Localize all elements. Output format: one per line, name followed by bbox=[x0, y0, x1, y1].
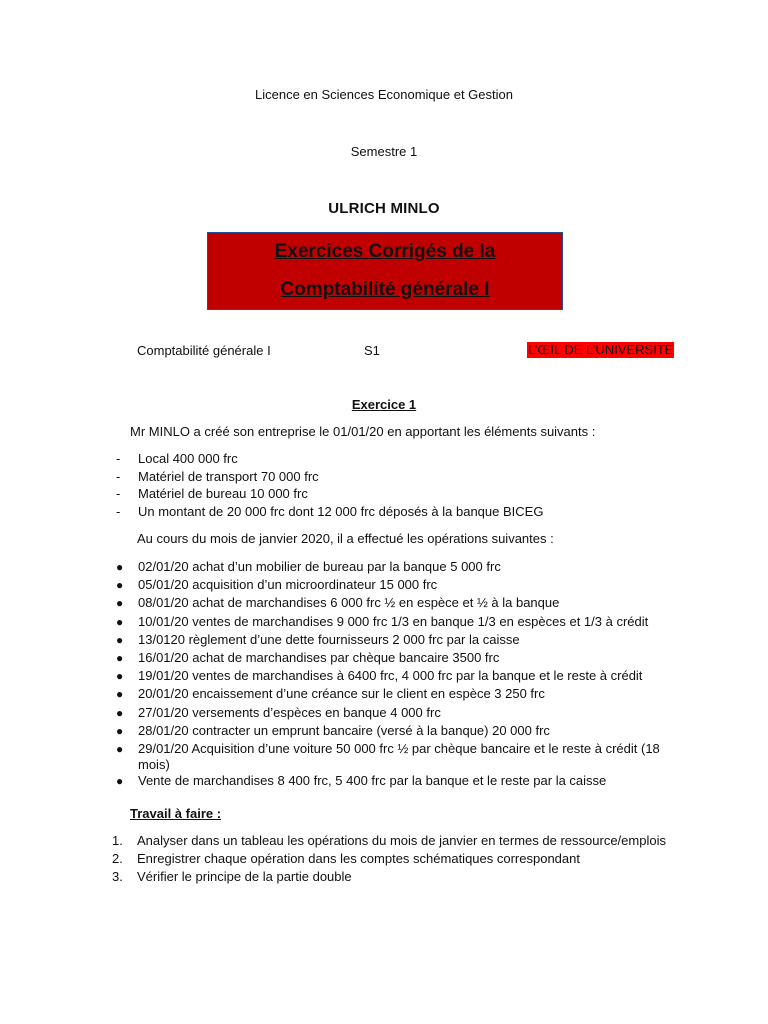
list-item bbox=[116, 595, 676, 613]
list-item-text: 16/01/20 achat de marchandises par chèque bancaire 3500 frc bbox=[138, 649, 500, 665]
list-item-text: Matériel de transport 70 000 frc bbox=[138, 468, 319, 484]
list-item-text: 28/01/20 contracter un emprunt bancaire (versé à la banque) 20 000 frc bbox=[138, 722, 550, 738]
list-item bbox=[112, 851, 666, 869]
bullet-marker: ● bbox=[116, 614, 124, 629]
number-marker: 3. bbox=[112, 868, 123, 884]
exercise-title: Exercice 1 bbox=[351, 397, 417, 412]
list-item-text: 19/01/20 ventes de marchandises à 6400 frc, 4 000 frc par la banque et le reste à crédit bbox=[138, 668, 643, 684]
list-item bbox=[116, 486, 543, 504]
list-item bbox=[112, 833, 666, 851]
list-item-text: 02/01/20 achat d’un mobilier de bureau par la banque 5 000 frc bbox=[138, 559, 501, 574]
number-marker: 1. bbox=[112, 833, 123, 848]
dash-marker: - bbox=[116, 468, 121, 484]
title-banner bbox=[207, 232, 563, 310]
list-item-text: Matériel de bureau 10 000 frc bbox=[138, 486, 308, 501]
dash-marker: - bbox=[116, 503, 121, 519]
course-semester: S1 bbox=[364, 343, 380, 358]
exercise-intro: Mr MINLO a créé son entreprise le 01/01/20 en apportant les éléments suivants : bbox=[130, 424, 596, 439]
list-item bbox=[116, 773, 676, 791]
bullet-marker: ● bbox=[116, 632, 124, 647]
bullet-marker: ● bbox=[116, 650, 124, 665]
list-item bbox=[116, 614, 676, 632]
list-item bbox=[116, 469, 543, 487]
list-item bbox=[116, 741, 676, 773]
list-item bbox=[116, 650, 676, 668]
list-item-text: 13/0120 règlement d’une dette fournisseurs 2 000 frc par la caisse bbox=[138, 631, 520, 647]
list-item-text: 05/01/20 acquisition d’un microordinateur 15 000 frc bbox=[138, 577, 438, 593]
contributions-list bbox=[116, 451, 543, 521]
list-item bbox=[116, 451, 543, 469]
bullet-marker: ● bbox=[116, 705, 124, 720]
list-item bbox=[116, 723, 676, 741]
author-name: ULRICH MINLO bbox=[328, 200, 440, 217]
bullet-marker: ● bbox=[116, 560, 124, 574]
list-item-text: 20/01/20 encaissement d’une créance sur le client en espèce 3 250 frc bbox=[138, 686, 545, 702]
list-item-text: Vérifier le principe de la partie double bbox=[137, 868, 352, 884]
semester-label: Semestre 1 bbox=[350, 144, 418, 159]
list-item bbox=[112, 869, 666, 887]
program-subtitle: Licence en Sciences Economique et Gestion bbox=[255, 87, 513, 102]
list-item bbox=[116, 577, 676, 595]
list-item-text: Vente de marchandises 8 400 frc, 5 400 frc par la banque et le reste par la caisse bbox=[138, 772, 607, 788]
list-item-text: Local 400 000 frc bbox=[138, 451, 238, 466]
list-item bbox=[116, 632, 676, 650]
operations-list bbox=[116, 559, 676, 791]
bullet-marker: ● bbox=[116, 687, 124, 702]
list-item-text: 29/01/20 Acquisition d’une voiture 50 000 frc ½ par chèque bancaire et le reste à crédit (18 mois) bbox=[138, 740, 660, 772]
list-item-text: Un montant de 20 000 frc dont 12 000 frc déposés à la banque BICEG bbox=[138, 503, 544, 519]
bullet-marker: ● bbox=[116, 741, 124, 756]
bullet-marker: ● bbox=[116, 773, 124, 788]
title-line-2: Comptabilité générale I bbox=[280, 279, 490, 300]
number-marker: 2. bbox=[112, 850, 123, 866]
list-item bbox=[116, 668, 676, 686]
course-name: Comptabilité générale I bbox=[137, 343, 271, 358]
dash-marker: - bbox=[116, 451, 121, 466]
bullet-marker: ● bbox=[116, 723, 124, 738]
bullet-marker: ● bbox=[116, 596, 124, 611]
list-item-text: 10/01/20 ventes de marchandises 9 000 frc 1/3 en banque 1/3 en espèces et 1/3 à crédit bbox=[138, 613, 649, 629]
list-item bbox=[116, 504, 543, 522]
work-title: Travail à faire : bbox=[130, 806, 222, 821]
list-item-text: Analyser dans un tableau les opérations du mois de janvier en termes de ressource/emplois bbox=[137, 833, 666, 848]
title-line-1: Exercices Corrigés de la bbox=[274, 241, 496, 262]
list-item bbox=[116, 559, 676, 577]
bullet-marker: ● bbox=[116, 669, 124, 684]
dash-marker: - bbox=[116, 486, 121, 501]
brand-label: L’ŒIL DE L’UNIVERSITE bbox=[528, 342, 674, 357]
operations-intro: Au cours du mois de janvier 2020, il a effectué les opérations suivantes : bbox=[137, 531, 554, 546]
list-item bbox=[116, 686, 676, 704]
list-item-text: 08/01/20 achat de marchandises 6 000 frc ½ en espèce et ½ à la banque bbox=[138, 595, 560, 611]
list-item-text: Enregistrer chaque opération dans les comptes schématiques correspondant bbox=[137, 850, 580, 866]
list-item bbox=[116, 705, 676, 723]
list-item-text: 27/01/20 versements d’espèces en banque 4 000 frc bbox=[138, 704, 441, 720]
tasks-list bbox=[112, 833, 666, 886]
bullet-marker: ● bbox=[116, 578, 124, 593]
